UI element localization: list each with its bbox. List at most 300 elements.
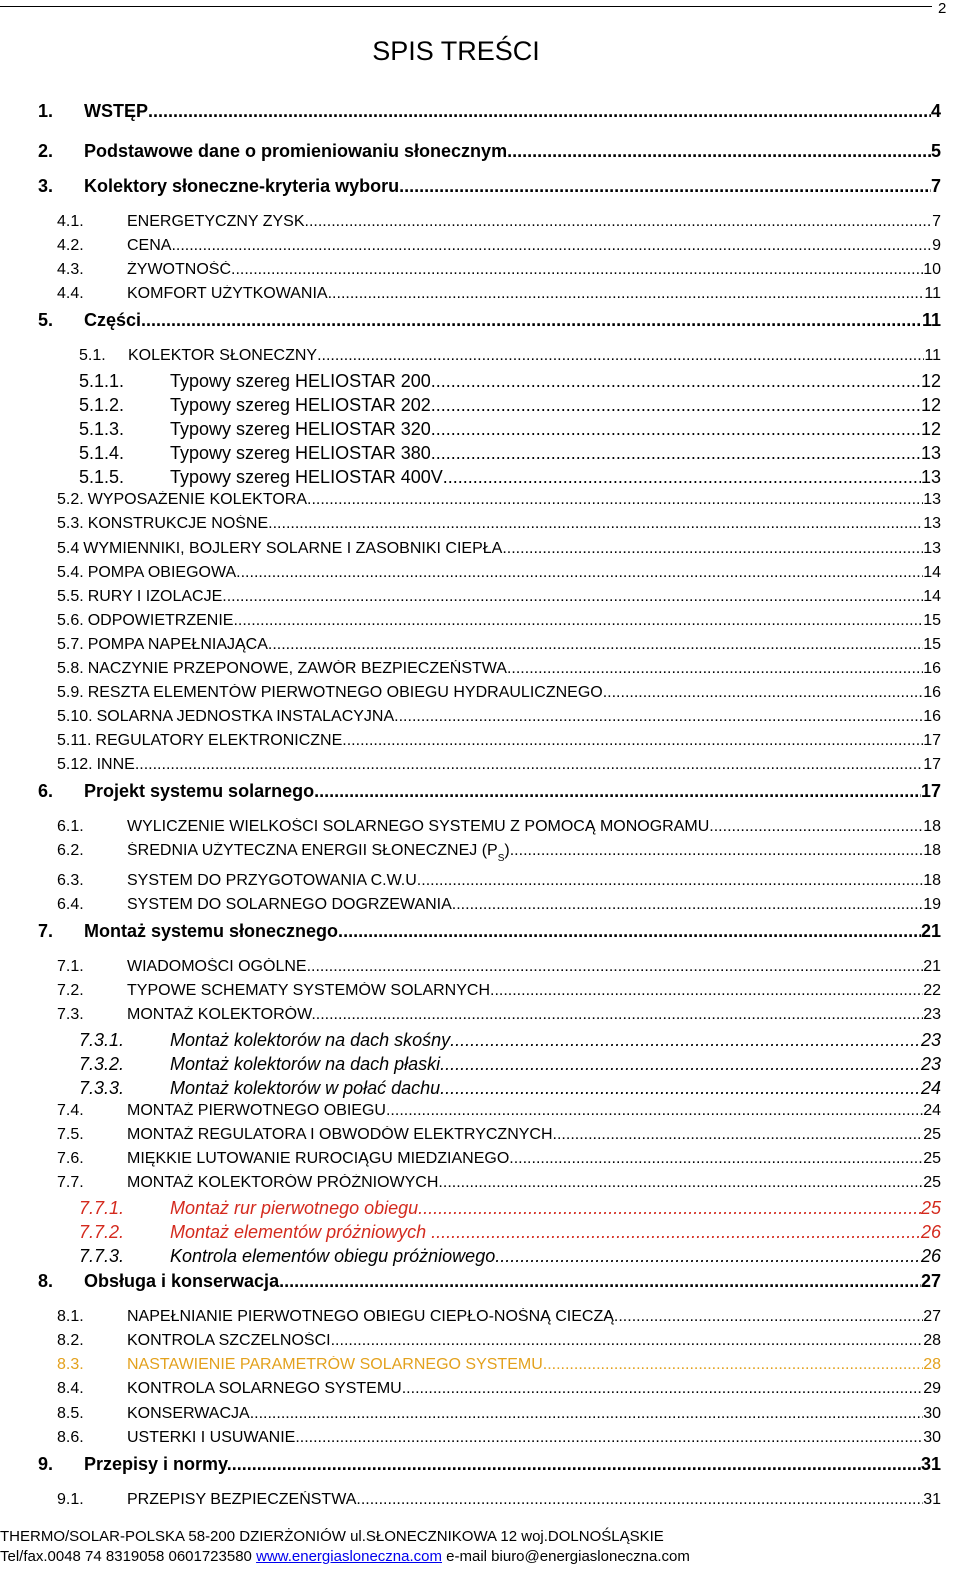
toc-entry-number: 5.9. bbox=[57, 684, 84, 701]
toc-entry-number: 7.3.3. bbox=[79, 1078, 125, 1098]
toc-entry-title-text: Montaż elementów próżniowych . bbox=[170, 1222, 437, 1242]
toc-leader-dots bbox=[507, 660, 923, 678]
toc-entry-number: 7.3.1. bbox=[79, 1030, 125, 1050]
toc-entry-number: 7.4. bbox=[57, 1102, 84, 1119]
toc-entry-title-text: KONTROLA SOLARNEGO SYSTEMU. bbox=[127, 1380, 407, 1397]
toc-entry[interactable] bbox=[0, 491, 941, 515]
toc-entry-number: 7.3. bbox=[57, 1006, 84, 1023]
toc-entry[interactable] bbox=[0, 395, 941, 419]
toc-entry-title bbox=[57, 564, 236, 582]
toc-entry[interactable] bbox=[0, 1271, 941, 1295]
toc-leader-dots bbox=[307, 958, 924, 976]
toc-leader-dots bbox=[139, 756, 923, 774]
toc-leader-dots bbox=[436, 1222, 921, 1243]
toc-entry[interactable] bbox=[0, 921, 941, 945]
toc-entry-title-text: RESZTA ELEMENTÓW PIERWOTNEGO OBIEGU HYDRAULICZNEGO bbox=[87, 684, 603, 701]
toc-entry-page: 23 bbox=[920, 1030, 941, 1050]
toc-entry-title-text: WYMIENNIKI, BOJLERY SOLARNE I ZASOBNIKI CIEPŁA. bbox=[83, 540, 507, 557]
toc-entry-page: 23 bbox=[923, 1006, 941, 1023]
toc-entry[interactable] bbox=[0, 1308, 941, 1332]
toc-entry-number: 8.4. bbox=[57, 1380, 84, 1397]
toc-leader-dots bbox=[618, 1308, 923, 1326]
toc-entry-title bbox=[57, 213, 309, 231]
toc-entry[interactable] bbox=[0, 872, 941, 896]
toc-entry-page: 4 bbox=[930, 101, 941, 121]
toc-entry-number: 7.7.1. bbox=[79, 1198, 125, 1218]
toc-entry-number: 7.5. bbox=[57, 1126, 84, 1143]
toc-entry-page: 5 bbox=[930, 141, 941, 161]
toc-entry[interactable] bbox=[0, 1198, 941, 1222]
toc-entry-title-text: Przepisy i normy. bbox=[84, 1454, 232, 1474]
toc-entry-title bbox=[57, 1405, 254, 1423]
toc-entry[interactable] bbox=[0, 660, 941, 684]
toc-entry-title bbox=[38, 1454, 232, 1475]
toc-leader-dots bbox=[317, 347, 924, 365]
toc-leader-dots bbox=[509, 1150, 923, 1168]
toc-entry-number: 9. bbox=[38, 1454, 54, 1474]
toc-entry-title bbox=[57, 261, 235, 279]
toc-leader-dots bbox=[452, 896, 923, 914]
toc-entry-title-text: WSTĘP bbox=[84, 101, 149, 121]
toc-entry-page: 7 bbox=[930, 176, 941, 196]
toc-leader-dots bbox=[236, 564, 923, 582]
toc-entry-title-text: MIĘKKIE LUTOWANIE RUROCIĄGU MIEDZIANEGO bbox=[127, 1150, 510, 1167]
toc-entry-number: 7.6. bbox=[57, 1150, 84, 1167]
toc-entry-title bbox=[79, 371, 431, 392]
toc-entry-title-text: USTERKI I USUWANIE. bbox=[127, 1429, 300, 1446]
toc-entry[interactable] bbox=[0, 818, 941, 842]
toc-entry-number: 5.1.3. bbox=[79, 419, 125, 439]
toc-entry-title bbox=[57, 842, 510, 864]
toc-leader-dots bbox=[510, 842, 923, 860]
toc-entry-title bbox=[79, 1054, 440, 1075]
page-number: 2 bbox=[938, 0, 947, 17]
toc-entry-title-text: NACZYNIE PRZEPONOWE, ZAWÓR BEZPIECZEŃSTWA bbox=[87, 660, 507, 677]
toc-entry-number: 5.1.2. bbox=[79, 395, 125, 415]
toc-leader-dots bbox=[361, 1491, 923, 1509]
toc-entry-page: 16 bbox=[923, 684, 941, 701]
toc-entry-title bbox=[57, 612, 233, 630]
footer-website-link[interactable]: www.energiasloneczna.com bbox=[256, 1548, 442, 1565]
toc-entry[interactable] bbox=[0, 684, 941, 708]
toc-entry-title bbox=[57, 708, 399, 726]
toc-entry-title bbox=[57, 872, 421, 890]
toc-entry-page: 24 bbox=[920, 1078, 941, 1098]
toc-entry[interactable] bbox=[0, 1054, 941, 1078]
toc-entry-number: 8.2. bbox=[57, 1332, 84, 1349]
toc-entry[interactable] bbox=[0, 1405, 941, 1429]
toc-entry[interactable] bbox=[0, 176, 941, 200]
footer-address: THERMO/SOLAR-POLSKA 58-200 DZIERŻONIÓW ul.SŁONECZNIKOWA 12 woj.DOLNOŚLĄSKIE bbox=[0, 1528, 664, 1545]
toc-entry-number: 5.1.4. bbox=[79, 443, 125, 463]
toc-entry-title bbox=[57, 491, 307, 509]
toc-entry-title bbox=[57, 1380, 406, 1398]
toc-entry-number: 5.1.5. bbox=[79, 467, 125, 487]
toc-leader-dots bbox=[342, 732, 923, 750]
toc-entry-page: 18 bbox=[923, 818, 941, 835]
toc-entry-page: 11 bbox=[924, 347, 941, 364]
toc-entry-title-text: SYSTEM DO PRZYGOTOWANIA C.W.U. bbox=[127, 872, 422, 889]
toc-entry-title-text: KONTROLA SZCZELNOŚCI. bbox=[127, 1332, 336, 1349]
toc-entry-title bbox=[38, 781, 319, 802]
toc-entry-title bbox=[57, 896, 452, 914]
toc-entry-page: 9 bbox=[932, 237, 941, 254]
toc-entry[interactable] bbox=[0, 1006, 941, 1030]
toc-leader-dots bbox=[495, 1246, 921, 1267]
toc-entry-title-text: MONTAŻ REGULATORA I OBWODÓW ELEKTRYCZNYCH bbox=[127, 1126, 553, 1143]
toc-leader-dots bbox=[148, 101, 931, 122]
toc-entry-page: 12 bbox=[920, 395, 941, 415]
toc-entry[interactable] bbox=[0, 1150, 941, 1174]
toc-leader-dots bbox=[328, 285, 925, 303]
toc-entry-page: 27 bbox=[923, 1308, 941, 1325]
toc-entry-title-text: REGULATORY ELEKTRONICZNE bbox=[95, 732, 343, 749]
toc-entry-title-text: Projekt systemu solarnego. bbox=[84, 781, 320, 801]
toc-leader-dots bbox=[553, 1126, 924, 1144]
toc-entry[interactable] bbox=[0, 1078, 941, 1102]
toc-leader-dots bbox=[335, 1332, 923, 1350]
toc-entry-title bbox=[38, 141, 512, 162]
toc-entry-title bbox=[79, 419, 431, 440]
toc-entry[interactable] bbox=[0, 612, 941, 636]
toc-entry-title-text: MONTAŻ KOLEKTORÓW PRÓŻNIOWYCH bbox=[127, 1174, 439, 1191]
toc-entry-title bbox=[38, 310, 141, 331]
toc-entry-page: 31 bbox=[920, 1454, 941, 1474]
toc-leader-dots bbox=[399, 708, 924, 726]
toc-entry-number: 5.6. bbox=[57, 612, 84, 629]
toc-leader-dots bbox=[512, 141, 931, 162]
toc-entry-title bbox=[79, 347, 317, 365]
toc-entry-page: 27 bbox=[920, 1271, 941, 1291]
toc-entry-page: 26 bbox=[920, 1246, 941, 1266]
footer-email: e-mail biuro@energiasloneczna.com bbox=[442, 1548, 690, 1565]
toc-entry-page: 24 bbox=[923, 1102, 941, 1119]
toc-leader-dots bbox=[431, 371, 921, 392]
toc-entry[interactable] bbox=[0, 756, 941, 780]
toc-entry-number: 5.5. bbox=[57, 588, 84, 605]
toc-entry[interactable] bbox=[0, 842, 941, 866]
toc-entry-number: 2. bbox=[38, 141, 54, 161]
toc-leader-dots bbox=[343, 921, 921, 942]
toc-leader-dots bbox=[235, 261, 923, 279]
toc-entry[interactable] bbox=[0, 1174, 941, 1198]
toc-entry-title bbox=[79, 1246, 495, 1267]
toc-leader-dots bbox=[494, 982, 923, 1000]
toc-leader-dots bbox=[714, 818, 923, 836]
toc-entry-page: 10 bbox=[923, 261, 941, 278]
toc-entry[interactable] bbox=[0, 515, 941, 539]
toc-leader-dots bbox=[171, 237, 932, 255]
toc-entry-title-text: Podstawowe dane o promieniowaniu słonecznym. bbox=[84, 141, 513, 161]
toc-entry-title bbox=[57, 1150, 509, 1168]
toc-entry-number: 8.6. bbox=[57, 1429, 84, 1446]
toc-entry[interactable] bbox=[0, 1429, 941, 1453]
toc-entry-page: 28 bbox=[923, 1356, 941, 1373]
toc-entry-page: 23 bbox=[920, 1054, 941, 1074]
toc-leader-dots bbox=[438, 1174, 923, 1192]
toc-entry-number: 5. bbox=[38, 310, 54, 330]
toc-entry[interactable] bbox=[0, 1380, 941, 1404]
toc-entry-number: 3. bbox=[38, 176, 54, 196]
toc-entry-title-text: POMPA NAPEŁNIAJĄCA bbox=[87, 636, 268, 653]
toc-entry-page: 29 bbox=[923, 1380, 941, 1397]
toc-leader-dots bbox=[232, 1454, 921, 1475]
toc-entry[interactable] bbox=[0, 1030, 941, 1054]
toc-entry-title bbox=[57, 982, 494, 1000]
toc-entry[interactable] bbox=[0, 347, 941, 371]
toc-entry-title-text: PRZEPISY BEZPIECZEŃSTWA. bbox=[127, 1491, 361, 1508]
toc-entry-title-text: MONTAŻ PIERWOTNEGO OBIEGU bbox=[127, 1102, 386, 1119]
toc-entry-number: 6.1. bbox=[57, 818, 84, 835]
toc-leader-dots bbox=[404, 176, 931, 197]
toc-entry-page: 12 bbox=[920, 419, 941, 439]
toc-entry-number: 4.3. bbox=[57, 261, 84, 278]
toc-entry-title bbox=[57, 636, 268, 654]
toc-entry-title-text: NASTAWIENIE PARAMETRÓW SOLARNEGO SYSTEMU. bbox=[127, 1356, 548, 1373]
toc-entry-page: 11 bbox=[924, 285, 941, 302]
toc-entry-title-text: MONTAŻ KOLEKTORÓW. bbox=[127, 1006, 316, 1023]
toc-entry-title-text: RURY I IZOLACJE bbox=[87, 588, 223, 605]
toc-entry-number: 5.7. bbox=[57, 636, 84, 653]
toc-entry[interactable] bbox=[0, 1102, 941, 1126]
footer-contact bbox=[0, 1547, 690, 1567]
toc-entry-title bbox=[57, 540, 507, 558]
toc-leader-dots bbox=[319, 781, 921, 802]
toc-entry-page: 15 bbox=[923, 636, 941, 653]
toc-entry-title-text: SYSTEM DO SOLARNEGO DOGRZEWANIA bbox=[127, 896, 452, 913]
toc-entry-number: 7. bbox=[38, 921, 54, 941]
toc-entry-page: 31 bbox=[923, 1491, 941, 1508]
toc-leader-dots bbox=[431, 443, 921, 464]
toc-entry[interactable] bbox=[0, 101, 941, 125]
toc-entry[interactable] bbox=[0, 1222, 941, 1246]
toc-entry-title-text: WIADOMOŚCI OGÓLNE bbox=[127, 958, 307, 975]
toc-entry-title-text: Kolektory słoneczne-kryteria wyboru. bbox=[84, 176, 405, 196]
toc-entry[interactable] bbox=[0, 443, 941, 467]
toc-entry-page: 25 bbox=[920, 1198, 941, 1218]
toc-leader-dots bbox=[547, 1356, 923, 1374]
toc-leader-dots bbox=[603, 684, 923, 702]
toc-leader-dots bbox=[406, 1380, 923, 1398]
toc-entry-title-text: KONSERWACJA. bbox=[127, 1405, 255, 1422]
toc-entry[interactable] bbox=[0, 141, 941, 165]
toc-entry-number: 4.1. bbox=[57, 213, 84, 230]
toc-leader-dots bbox=[423, 1198, 921, 1219]
toc-entry-title bbox=[79, 1078, 440, 1099]
toc-entry-title-text: WYLICZENIE WIELKOŚCI SOLARNEGO SYSTEMU Z POMOCĄ MONOGRAMU. bbox=[127, 818, 714, 835]
page-title: SPIS TREŚCI bbox=[372, 36, 540, 66]
toc-entry-number: 7.1. bbox=[57, 958, 84, 975]
toc-entry-page: 25 bbox=[923, 1174, 941, 1191]
toc-entry-number: 6. bbox=[38, 781, 54, 801]
toc-leader-dots bbox=[421, 872, 923, 890]
toc-entry[interactable] bbox=[0, 285, 941, 309]
toc-entry[interactable] bbox=[0, 467, 941, 491]
toc-entry-title-text: KOMFORT UŻYTKOWANIA bbox=[127, 285, 328, 302]
toc-entry[interactable] bbox=[0, 310, 941, 334]
toc-entry[interactable] bbox=[0, 1126, 941, 1150]
toc-entry-title-text: Typowy szereg HELIOSTAR 400V bbox=[170, 467, 443, 487]
toc-entry-number: 7.2. bbox=[57, 982, 84, 999]
toc-entry[interactable] bbox=[0, 419, 941, 443]
header-rule bbox=[0, 6, 932, 7]
toc-entry-number: 1. bbox=[38, 101, 54, 121]
toc-entry-page: 25 bbox=[923, 1150, 941, 1167]
toc-entry-page: 21 bbox=[920, 921, 941, 941]
toc-leader-dots bbox=[273, 515, 924, 533]
toc-entry-page: 26 bbox=[920, 1222, 941, 1242]
toc-entry-title-text: SOLARNA JEDNOSTKA INSTALACYJNA. bbox=[96, 708, 399, 725]
toc-entry[interactable] bbox=[0, 1356, 941, 1380]
toc-entry-page: 13 bbox=[923, 515, 941, 532]
toc-entry[interactable] bbox=[0, 540, 941, 564]
toc-entry-title-text: WYPOSAŻENIE KOLEKTORA bbox=[87, 491, 307, 508]
toc-leader-dots bbox=[233, 612, 923, 630]
toc-entry-title-text: ODPOWIETRZENIE bbox=[87, 612, 234, 629]
toc-entry-number: 5.10. bbox=[57, 708, 93, 725]
toc-leader-dots bbox=[450, 1030, 921, 1051]
toc-entry-title bbox=[79, 1030, 450, 1051]
toc-entry-title bbox=[79, 1222, 436, 1243]
toc-entry-page: 12 bbox=[920, 371, 941, 391]
toc-leader-dots bbox=[141, 310, 922, 331]
toc-entry-title-text: Obsługa i konserwacja. bbox=[84, 1271, 285, 1291]
toc-entry-title bbox=[57, 1429, 300, 1447]
toc-entry[interactable] bbox=[0, 371, 941, 395]
toc-entry-title-text: Części bbox=[84, 310, 142, 330]
toc-entry-title-text: ENERGETYCZNY ZYSK. bbox=[127, 213, 309, 230]
toc-entry-title bbox=[57, 1332, 335, 1350]
toc-entry-title-text: Kontrola elementów obiegu próżniowego bbox=[170, 1246, 496, 1266]
footer-phone: Tel/fax.0048 74 8319058 0601723580 bbox=[0, 1548, 257, 1565]
toc-entry-page: 13 bbox=[923, 540, 941, 557]
toc-entry[interactable] bbox=[0, 708, 941, 732]
toc-entry-subscript: S bbox=[497, 853, 505, 864]
toc-entry-title bbox=[57, 285, 328, 303]
toc-leader-dots bbox=[431, 419, 921, 440]
toc-entry-title bbox=[57, 588, 222, 606]
toc-entry-number: 5.12. bbox=[57, 756, 93, 773]
toc-entry-title bbox=[57, 1491, 361, 1509]
toc-entry-number: 6.4. bbox=[57, 896, 84, 913]
toc-entry-title bbox=[79, 467, 443, 488]
footer bbox=[0, 1527, 690, 1567]
toc-entry[interactable] bbox=[0, 896, 941, 920]
toc-entry-title-text: NAPEŁNIANIE PIERWOTNEGO OBIEGU CIEPŁO-NOŚNĄ CIECZĄ. bbox=[127, 1308, 619, 1325]
toc-entry-title bbox=[57, 237, 171, 255]
toc-entry-number: 6.3. bbox=[57, 872, 84, 889]
toc-entry-title-text: POMPA OBIEGOWA bbox=[87, 564, 237, 581]
toc-entry-title-text: ŚREDNIA UŻYTECZNA ENERGII SŁONECZNEJ (P bbox=[127, 842, 498, 859]
toc-leader-dots bbox=[440, 1054, 921, 1075]
toc-entry-number: 5.2. bbox=[57, 491, 84, 508]
toc-entry-page: 11 bbox=[921, 310, 941, 330]
toc-entry[interactable] bbox=[0, 261, 941, 285]
toc-entry-title bbox=[38, 101, 148, 122]
toc-entry-page: 30 bbox=[923, 1405, 941, 1422]
toc-entry-page: 28 bbox=[923, 1332, 941, 1349]
toc-entry[interactable] bbox=[0, 982, 941, 1006]
toc-entry[interactable] bbox=[0, 636, 941, 660]
toc-entry-page: 17 bbox=[923, 732, 941, 749]
toc-entry[interactable] bbox=[0, 1246, 941, 1270]
toc-leader-dots bbox=[443, 467, 921, 488]
toc-entry-title bbox=[57, 1102, 386, 1120]
toc-entry[interactable] bbox=[0, 564, 941, 588]
toc-leader-dots bbox=[507, 540, 923, 558]
toc-entry-page: 7 bbox=[932, 213, 941, 230]
toc-entry-number: 5.4. bbox=[57, 564, 84, 581]
toc-entry[interactable] bbox=[0, 1491, 941, 1515]
toc-entry-title-text: Montaż systemu słonecznego. bbox=[84, 921, 344, 941]
toc-entry-title bbox=[57, 732, 342, 750]
toc-leader-dots bbox=[284, 1271, 921, 1292]
toc-entry-title bbox=[38, 921, 343, 942]
toc-entry-title bbox=[79, 443, 431, 464]
toc-entry-number: 8. bbox=[38, 1271, 54, 1291]
toc-entry[interactable] bbox=[0, 588, 941, 612]
toc-leader-dots bbox=[300, 1429, 923, 1447]
toc-entry-number: 6.2. bbox=[57, 842, 84, 859]
toc-entry-title-tail: ) bbox=[504, 842, 510, 859]
toc-entry-title-text: Typowy szereg HELIOSTAR 202 bbox=[170, 395, 431, 415]
toc-entry-page: 16 bbox=[923, 708, 941, 725]
toc-entry-title bbox=[57, 1006, 316, 1024]
toc-entry-title bbox=[57, 660, 507, 678]
toc-entry-title bbox=[38, 176, 404, 197]
toc-entry-page: 16 bbox=[923, 660, 941, 677]
toc-entry[interactable] bbox=[0, 781, 941, 805]
toc-entry-title bbox=[57, 515, 273, 533]
toc-entry-number: 7.7. bbox=[57, 1174, 84, 1191]
toc-entry-title bbox=[57, 958, 307, 976]
toc-leader-dots bbox=[254, 1405, 923, 1423]
toc-entry-number: 8.1. bbox=[57, 1308, 84, 1325]
toc-entry-title bbox=[38, 1271, 284, 1292]
toc-entry-page: 13 bbox=[923, 491, 941, 508]
toc-entry[interactable] bbox=[0, 958, 941, 982]
toc-entry-page: 25 bbox=[923, 1126, 941, 1143]
toc-entry-page: 17 bbox=[923, 756, 941, 773]
toc-entry-title-text: CENA bbox=[127, 237, 172, 254]
toc-entry-number: 5.11. bbox=[57, 732, 92, 749]
toc-entry-page: 17 bbox=[920, 781, 941, 801]
toc-leader-dots bbox=[440, 1078, 921, 1099]
toc-entry[interactable] bbox=[0, 1332, 941, 1356]
toc-leader-dots bbox=[431, 395, 921, 416]
toc-entry-title bbox=[57, 1356, 547, 1374]
toc-entry-title bbox=[57, 684, 603, 702]
toc-entry-title-text: Montaż kolektorów na dach skośny bbox=[170, 1030, 451, 1050]
toc-entry-page: 18 bbox=[923, 872, 941, 889]
toc-entry-number: 9.1. bbox=[57, 1491, 84, 1508]
toc-leader-dots bbox=[268, 636, 923, 654]
toc-entry-number: 5.1. bbox=[79, 347, 106, 364]
toc-entry[interactable] bbox=[0, 1454, 941, 1478]
toc-entry-title bbox=[57, 818, 714, 836]
toc-entry-page: 13 bbox=[920, 467, 941, 487]
toc-entry-title-text: Montaż kolektorów w połać dachu bbox=[170, 1078, 441, 1098]
toc-entry-page: 21 bbox=[923, 958, 941, 975]
toc-entry-number: 5.4 bbox=[57, 540, 80, 557]
toc-entry[interactable] bbox=[0, 213, 941, 237]
toc-leader-dots bbox=[222, 588, 923, 606]
toc-entry-number: 8.5. bbox=[57, 1405, 84, 1422]
toc-entry-title-text: ŻYWOTNOŚĆ. bbox=[127, 261, 236, 278]
toc-entry-number: 7.7.3. bbox=[79, 1246, 125, 1266]
toc-entry[interactable] bbox=[0, 237, 941, 261]
toc-entry[interactable] bbox=[0, 732, 941, 756]
